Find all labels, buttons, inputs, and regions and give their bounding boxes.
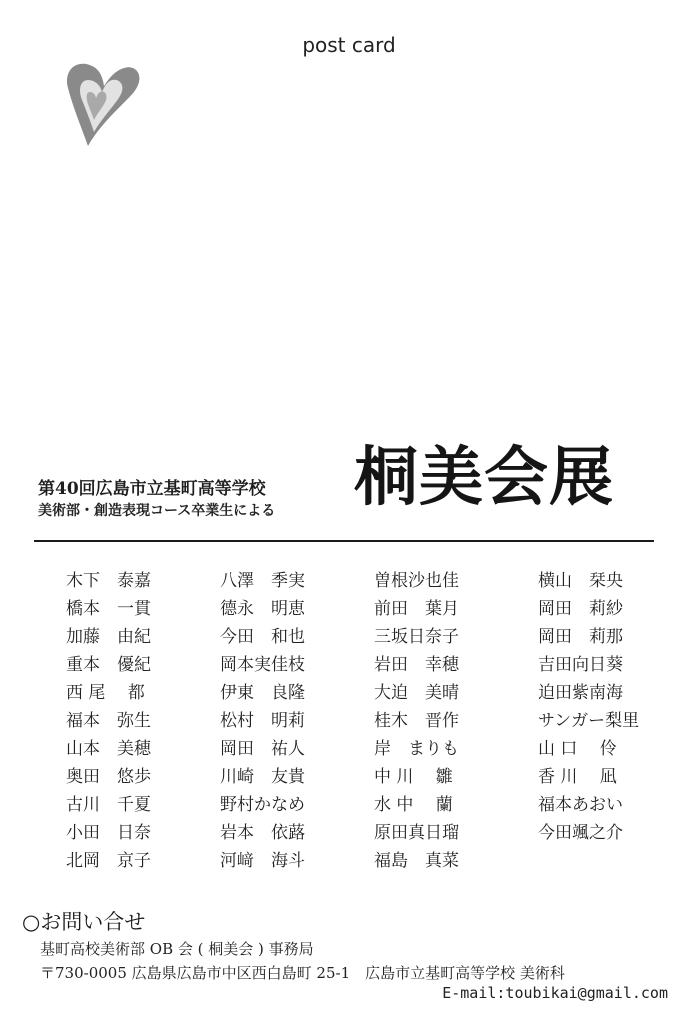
- contact-office: 基町高校美術部 OB 会 ( 桐美会 ) 事務局: [40, 940, 314, 958]
- exhibitor-name: 八澤 季実: [220, 571, 305, 591]
- exhibitor-name: 大迫 美晴: [374, 683, 459, 703]
- exhibitor-name: 德永 明恵: [220, 599, 305, 619]
- exhibitor-name: 横山 栞央: [538, 571, 623, 591]
- exhibitor-name: 重本 優紀: [66, 655, 151, 675]
- exhibitor-name: 水 中 蘭: [374, 795, 453, 815]
- exhibitor-name: 小田 日奈: [66, 823, 151, 843]
- contact-email[interactable]: E-mail:toubikai@gmail.com: [442, 984, 668, 1002]
- exhibitor-name: 山 口 伶: [538, 739, 617, 759]
- exhibitor-name: 山本 美穂: [66, 739, 151, 759]
- exhibitor-name: 西 尾 都: [66, 683, 145, 703]
- exhibitor-name: 三坂日奈子: [374, 627, 459, 647]
- exhibitor-name: 加藤 由紀: [66, 627, 151, 647]
- exhibitor-name: 河﨑 海斗: [220, 851, 305, 871]
- exhibitor-name: 岡田 莉紗: [538, 599, 623, 619]
- exhibitor-name: 伊東 良隆: [220, 683, 305, 703]
- exhibitor-name: 福島 真菜: [374, 851, 459, 871]
- exhibitor-name: 福本あおい: [538, 795, 623, 815]
- exhibitor-name: 奥田 悠歩: [66, 767, 151, 787]
- subtitle-line-1: 第40回広島市立基町高等学校: [38, 479, 266, 499]
- exhibitor-name: 原田真日瑠: [374, 823, 459, 843]
- exhibitor-name: 福本 弥生: [66, 711, 151, 731]
- exhibitor-name: 岡田 莉那: [538, 627, 623, 647]
- exhibitor-name: 曽根沙也佳: [374, 571, 459, 591]
- subtitle-line-2: 美術部・創造表現コース卒業生による: [38, 503, 276, 519]
- exhibitor-name: 北岡 京子: [66, 851, 151, 871]
- exhibitor-name: 岩田 幸穂: [374, 655, 459, 675]
- names-column-3: [374, 570, 459, 878]
- names-column-4: [538, 570, 639, 850]
- exhibitor-name: 岡田 祐人: [220, 739, 305, 759]
- heart-logo-icon: [62, 58, 144, 150]
- exhibitor-name: サンガー梨里: [538, 711, 640, 731]
- exhibitor-name: 桂木 晋作: [374, 711, 459, 731]
- divider-rule: [34, 540, 654, 542]
- exhibitor-name: 前田 葉月: [374, 599, 459, 619]
- contact-heading: ○お問い合せ: [22, 910, 146, 934]
- exhibitor-name: 香 川 凪: [538, 767, 617, 787]
- names-column-1: [66, 570, 151, 878]
- exhibitor-name: 岩本 依蕗: [220, 823, 305, 843]
- exhibitor-name: 岡本実佳枝: [220, 655, 305, 675]
- exhibitor-name: 古川 千夏: [66, 795, 151, 815]
- exhibitor-name: 中 川 雛: [374, 767, 453, 787]
- exhibitor-name: 橋本 一貫: [66, 599, 151, 619]
- exhibitor-name: 迫田紫南海: [538, 683, 623, 703]
- contact-address: 〒730-0005 広島県広島市中区西白島町 25-1 広島市立基町高等学校 美術科: [40, 964, 565, 982]
- exhibitor-name: 野村かなめ: [220, 795, 305, 815]
- exhibitor-name: 岸 まりも: [374, 739, 459, 759]
- exhibitor-name: 木下 泰嘉: [66, 571, 151, 591]
- exhibition-title: 桐美会展: [354, 440, 614, 515]
- exhibitor-name: 今田 和也: [220, 627, 305, 647]
- exhibitor-name: 吉田向日葵: [538, 655, 623, 675]
- exhibitor-name: 川崎 友貴: [220, 767, 305, 787]
- exhibitor-name: 松村 明莉: [220, 711, 305, 731]
- exhibitor-name: 今田颯之介: [538, 823, 623, 843]
- names-column-2: [220, 570, 305, 878]
- postcard-label: post card: [302, 33, 396, 57]
